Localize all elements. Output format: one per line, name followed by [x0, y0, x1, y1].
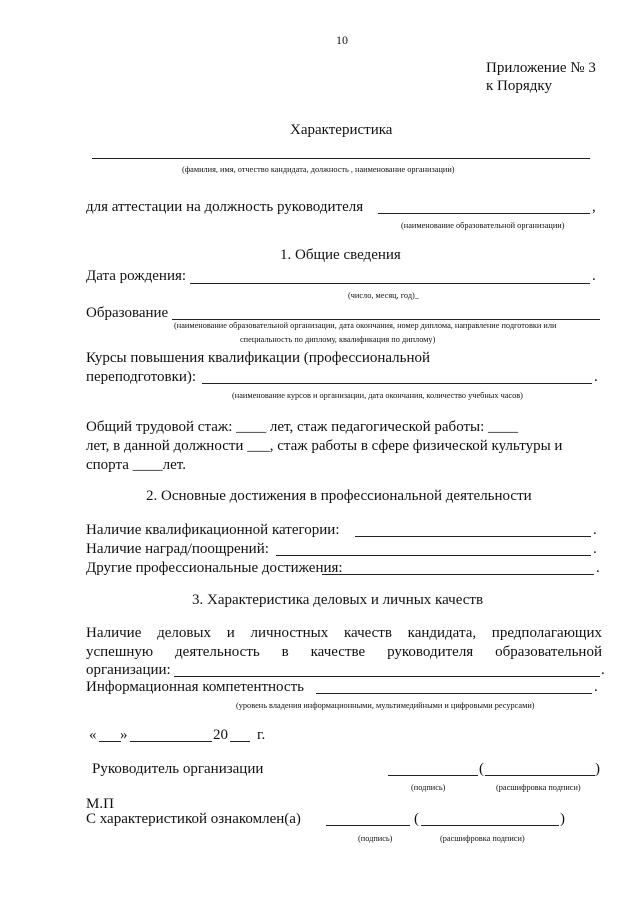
- date-day-line[interactable]: [99, 741, 121, 742]
- head-signature-caption: (подпись): [411, 783, 446, 792]
- head-signature-line[interactable]: [388, 775, 478, 776]
- date-year-line[interactable]: [230, 741, 250, 742]
- date-month-line[interactable]: [130, 741, 212, 742]
- acquainted-signature-caption: (подпись): [358, 834, 393, 843]
- head-of-organization-label: Руководитель организации: [92, 761, 264, 777]
- stamp-label: М.П: [86, 796, 114, 812]
- qualities-line[interactable]: [174, 676, 600, 677]
- appendix-subtitle: к Порядку: [486, 78, 552, 94]
- organization-line[interactable]: [378, 213, 590, 214]
- courses-label-line1: Курсы повышения квалификации (профессиональной: [86, 350, 431, 366]
- awards-label: Наличие наград/поощрений:: [86, 541, 269, 557]
- organization-caption: (наименование образовательной организации): [401, 221, 565, 230]
- other-achievements-line[interactable]: [322, 574, 594, 575]
- info-competence-line[interactable]: [316, 693, 592, 694]
- document-title: Характеристика: [290, 122, 393, 138]
- info-competence-dot: .: [594, 679, 598, 695]
- info-competence-caption: (уровень владения информационными, мультимедийными и цифровыми ресурсами): [236, 701, 535, 710]
- other-achievements-label: Другие профессиональные достижения:: [86, 560, 343, 576]
- experience-line-3: спорта ____лет.: [86, 457, 186, 473]
- head-decode-line[interactable]: [485, 775, 595, 776]
- attestation-text: для аттестации на должность руководителя: [86, 199, 364, 215]
- other-achievements-dot: .: [596, 560, 600, 576]
- acquainted-close-paren: ): [560, 811, 565, 827]
- awards-line[interactable]: [276, 555, 591, 556]
- section1-title: 1. Общие сведения: [280, 247, 401, 263]
- courses-caption: (наименование курсов и организации, дата окончания, количество учебных часов): [232, 391, 523, 400]
- education-line[interactable]: [172, 319, 600, 320]
- name-caption: (фамилия, имя, отчество кандидата, должность , наименование организации): [182, 165, 455, 174]
- birth-date-label: Дата рождения:: [86, 268, 187, 284]
- page-number: 10: [336, 33, 348, 47]
- education-label: Образование: [86, 305, 169, 321]
- experience-line-1: Общий трудовой стаж: ____ лет, стаж педагогической работы: ____: [86, 419, 519, 435]
- name-line[interactable]: [92, 158, 590, 159]
- head-open-paren: (: [479, 761, 484, 777]
- acquainted-decode-line[interactable]: [421, 825, 559, 826]
- education-caption-1: (наименование образовательной организации, дата окончания, номер диплома, направление подготовки или: [174, 321, 557, 330]
- date-close-quote: »: [120, 727, 128, 743]
- birth-date-line[interactable]: [190, 283, 590, 284]
- birth-date-caption: (число, месяц, год)_: [348, 291, 419, 300]
- qualities-line-3: организации:: [86, 662, 171, 678]
- category-label: Наличие квалификационной категории:: [86, 522, 340, 538]
- courses-line[interactable]: [202, 383, 592, 384]
- section2-title: 2. Основные достижения в профессиональной деятельности: [146, 488, 532, 504]
- appendix-title: Приложение № 3: [486, 60, 596, 76]
- awards-dot: .: [593, 541, 597, 557]
- date-open-quote: «: [89, 727, 97, 743]
- info-competence-label: Информационная компетентность: [86, 679, 304, 695]
- head-decode-caption: (расшифровка подписи): [496, 783, 581, 792]
- courses-dot: .: [594, 369, 598, 385]
- acquainted-open-paren: (: [414, 811, 419, 827]
- education-caption-2: специальность по диплому, квалификация по диплому): [240, 335, 436, 344]
- category-line[interactable]: [355, 536, 591, 537]
- category-dot: .: [593, 522, 597, 538]
- courses-label-line2: переподготовки):: [86, 369, 197, 385]
- birth-date-dot: .: [592, 268, 596, 284]
- date-year-suffix: г.: [257, 727, 266, 743]
- qualities-line-1: Наличие деловых и личностных качеств кандидата, предполагающих: [86, 625, 602, 641]
- section3-title: 3. Характеристика деловых и личных качеств: [192, 592, 484, 608]
- acquainted-decode-caption: (расшифровка подписи): [440, 834, 525, 843]
- attestation-comma: ,: [592, 199, 596, 215]
- qualities-dot: .: [601, 662, 605, 678]
- experience-line-2: лет, в данной должности ___, стаж работы в сфере физической культуры и: [86, 438, 563, 454]
- acquainted-label: С характеристикой ознакомлен(а): [86, 811, 301, 827]
- acquainted-signature-line[interactable]: [326, 825, 410, 826]
- date-year-prefix: 20: [213, 727, 228, 743]
- qualities-line-2: успешную деятельность в качестве руководителя образовательной: [86, 644, 602, 660]
- head-close-paren: ): [595, 761, 600, 777]
